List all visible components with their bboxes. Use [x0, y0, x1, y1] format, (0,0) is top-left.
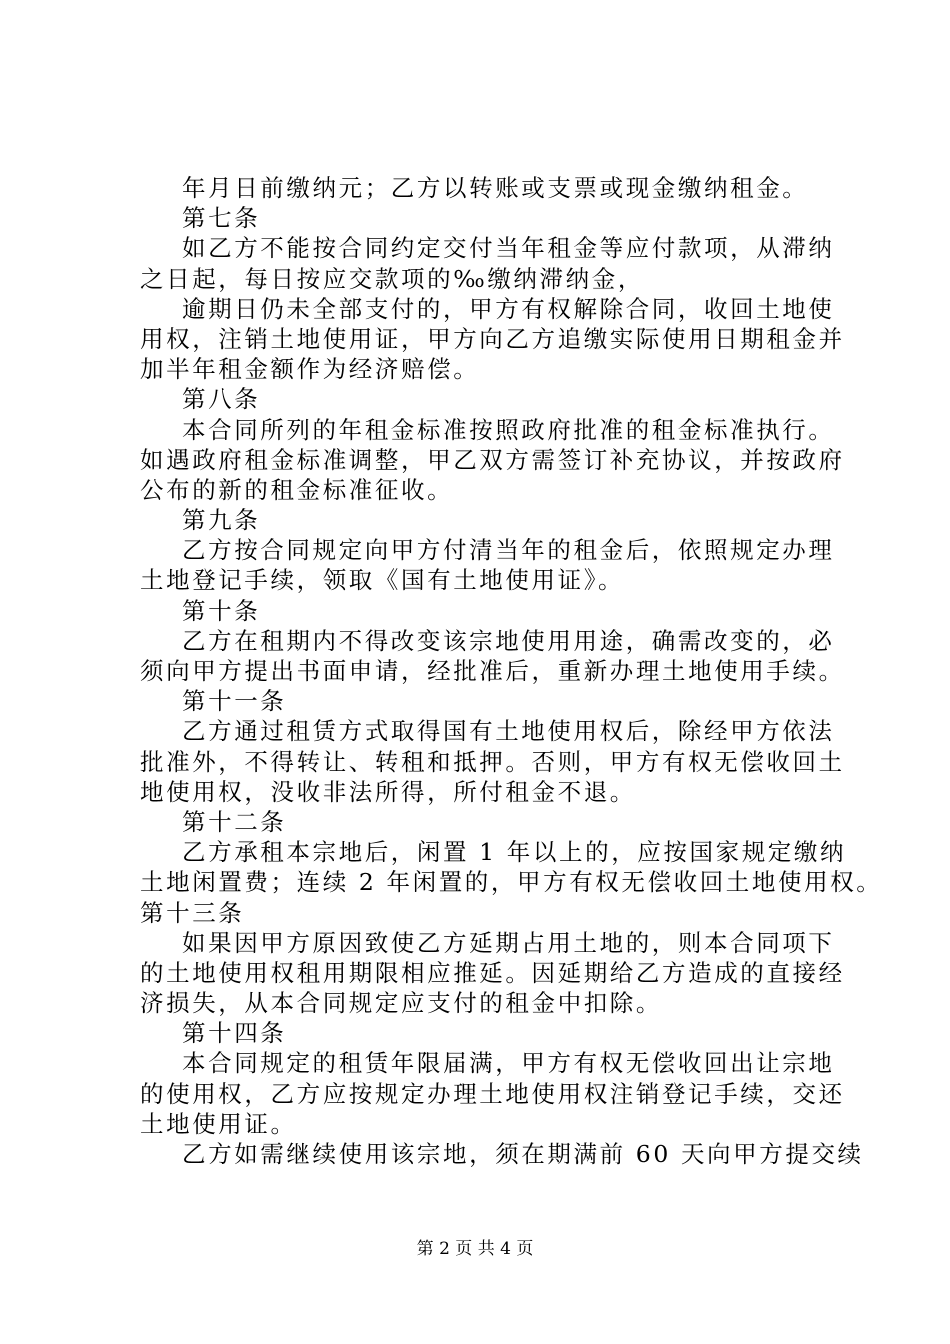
text-line: 本合同规定的租赁年限届满，甲方有权无偿收回出让宗地: [182, 1049, 835, 1078]
text-line: 土地使用证。: [140, 1109, 297, 1138]
text-line: 如果因甲方原因致使乙方延期占用土地的，则本合同项下: [182, 928, 835, 957]
text-line: 第十三条: [140, 898, 245, 927]
text-line: 第十一条: [182, 687, 287, 716]
text-line: 土地闲置费；连续 2 年闲置的，甲方有权无偿收回土地使用权。: [140, 868, 883, 897]
text-line: 如乙方不能按合同约定交付当年租金等应付款项，从滞纳: [182, 234, 835, 263]
text-line: 年月日前缴纳元；乙方以转账或支票或现金缴纳租金。: [182, 174, 809, 202]
text-line: 第十二条: [182, 807, 287, 836]
text-line: 如遇政府租金标准调整，甲乙双方需签订补充协议，并按政府: [140, 445, 845, 474]
text-line: 本合同所列的年租金标准按照政府批准的租金标准执行。: [182, 415, 835, 444]
text-line: 第十四条: [182, 1019, 287, 1048]
text-line: 地使用权，没收非法所得，所付租金不退。: [140, 777, 636, 806]
text-line: 的使用权，乙方应按规定办理土地使用权注销登记手续，交还: [140, 1079, 845, 1108]
text-line: 用权，注销土地使用证，甲方向乙方追缴实际使用日期租金并: [140, 324, 845, 353]
text-line: 乙方承租本宗地后，闲置 1 年以上的，应按国家规定缴纳: [182, 838, 847, 867]
text-line: 须向甲方提出书面申请，经批准后，重新办理土地使用手续。: [140, 657, 845, 685]
page-number: 第 2 页 共 4 页: [416, 1239, 534, 1259]
text-line: 第九条: [182, 506, 261, 535]
text-line: 济损失，从本合同规定应支付的租金中扣除。: [140, 989, 662, 1018]
text-line: 乙方通过租赁方式取得国有土地使用权后，除经甲方依法: [182, 717, 835, 746]
text-line: 乙方如需继续使用该宗地，须在期满前 60 天向甲方提交续: [182, 1140, 864, 1168]
page-footer: [0, 1238, 950, 1260]
text-line: 第十条: [182, 596, 261, 625]
text-line: 批准外，不得转让、转租和抵押。否则，甲方有权无偿收回土: [140, 747, 845, 776]
text-line: 加半年租金额作为经济赔偿。: [140, 355, 480, 384]
document-body: [140, 173, 883, 1169]
text-line: 土地登记手续，领取《国有土地使用证》。: [140, 566, 625, 595]
text-line: 的土地使用权租用期限相应推延。因延期给乙方造成的直接经: [140, 958, 845, 987]
text-line: 逾期日仍未全部支付的，甲方有权解除合同，收回土地使: [182, 294, 835, 323]
text-line: 乙方在租期内不得改变该宗地使用用途，确需改变的，必: [182, 626, 835, 655]
text-line: 第七条: [182, 204, 261, 233]
text-line: 第八条: [182, 385, 261, 414]
text-line: 公布的新的租金标准征收。: [140, 475, 454, 504]
text-line: 之日起，每日按应交款项的‰缴纳滞纳金，: [140, 264, 644, 293]
text-line: 乙方按合同规定向甲方付清当年的租金后，依照规定办理: [182, 536, 835, 565]
